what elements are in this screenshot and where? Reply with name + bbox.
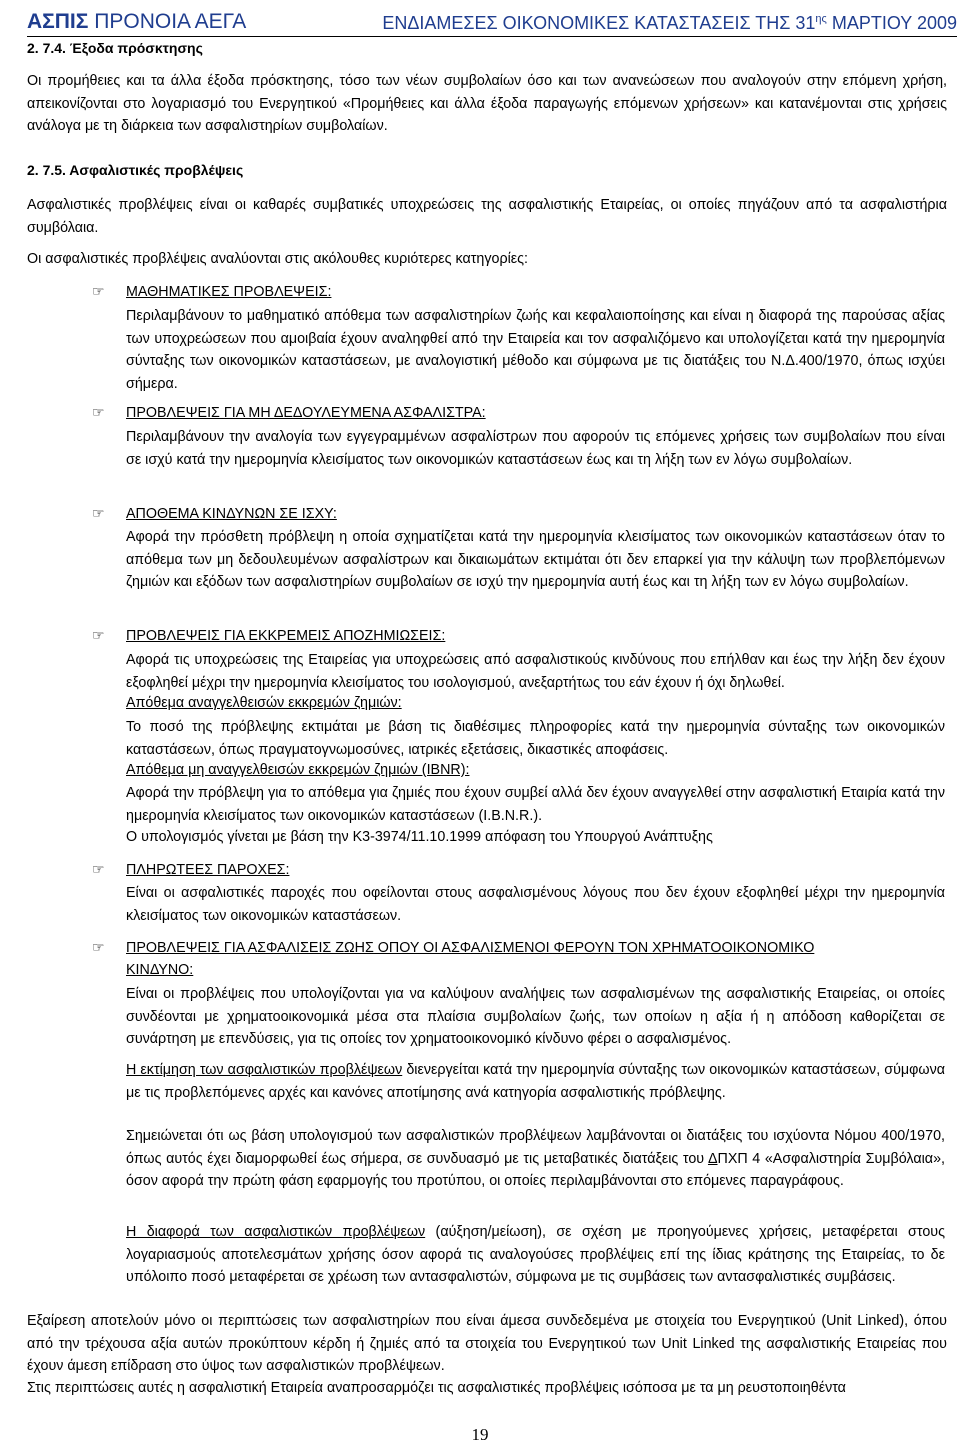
paragraph-provisions-intro: Οι ασφαλιστικές προβλέψεις αναλύονται στις ακόλουθες κυριότερες κατηγορίες: <box>27 251 529 267</box>
company-brand <box>27 10 246 34</box>
brand-rest: ΠΡΟΝΟΙΑ ΑΕΓΑ <box>94 10 247 33</box>
basis-text-underlined: Δ <box>707 1150 718 1167</box>
paragraph-provisions-estimation <box>126 1059 945 1104</box>
bullet-heading-text: ΚΙΝΔΥΝΟ: <box>126 962 194 978</box>
bullet-heading-unit-linked <box>126 940 814 956</box>
bullet-heading-text: ΠΡΟΒΛΕΨΕΙΣ ΓΙΑ ΜΗ ΔΕΔΟΥΛΕΥΜΕΝΑ ΑΣΦΑΛΙΣΤΡΑ: <box>126 405 486 421</box>
estimation-lead: Η εκτίμηση των ασφαλιστικών προβλέψεων <box>126 1062 403 1078</box>
hand-pointer-icon: ☞ <box>92 940 105 956</box>
paragraph-calculation-basis <box>126 1125 945 1193</box>
hand-pointer-icon: ☞ <box>92 862 105 878</box>
report-title-before: ΕΝΔΙΑΜΕΣΕΣ ΟΙΚΟΝΟΜΙΚΕΣ ΚΑΤΑΣΤΑΣΕΙΣ ΤΗΣ 31 <box>382 13 816 33</box>
bullet-heading-payable-benefits <box>126 862 289 878</box>
bullet-heading-text: ΜΑΘΗΜΑΤΙΚΕΣ ΠΡΟΒΛΕΨΕΙΣ: <box>126 284 332 300</box>
brand-bold: ΑΣΠΙΣ <box>27 10 89 33</box>
hand-pointer-icon: ☞ <box>92 506 105 522</box>
sub-heading-text: Απόθεμα αναγγελθεισών εκκρεμών ζημιών: <box>126 695 402 711</box>
bullet-text-unexpired-risk: Αφορά την πρόσθετη πρόβλεψη η οποία σχηματίζεται κατά την ημερομηνία κλεισίματος των οικονομικών καταστάσεων όταν το απόθεμα των μη δεδουλευμένων ασφαλίστρων και δικαιωμάτων εκτιμάται ότι δεν επαρκεί για την κάλυψη των προβλεπόμενων ζημιών και εξόδων των ασφαλιστηρίων συμβολαίων σε ισχύ την ημερομηνία αυτή έως και τη λήξη των εν λόγω συμβολαίων. <box>126 529 945 591</box>
paragraph-acquisition-costs: Οι προμήθειες και τα άλλα έξοδα πρόσκτησης, τόσο των νέων συμβολαίων όσο και των ανανεώσεων που αναλογούν στην επόμενη χρήση, απεικονίζονται στο λογαριασμό του Ενεργητικού «Προμήθειες και άλλα έξοδα παραγωγής επόμενων χρήσεων» και κατανέμονται στις χρήσεις ανάλογα με τη διάρκεια των ασφαλιστηρίων συμβολαίων. <box>27 73 947 135</box>
difference-lead: Η διαφορά των ασφαλιστικών προβλέψεων <box>126 1224 426 1240</box>
paragraph-provisions-difference <box>126 1221 945 1289</box>
page-header <box>27 6 957 37</box>
bullet-heading-outstanding-claims <box>126 628 445 644</box>
bullet-text-payable-benefits: Είναι οι ασφαλιστικές παροχές που οφείλονται στους ασφαλισμένους λόγους που δεν έχουν εξοφληθεί μέχρι την ημερομηνία κλεισίματος των οικονομικών καταστάσεων. <box>126 885 945 924</box>
bullet-text-mathematical: Περιλαμβάνουν το μαθηματικό απόθεμα των ασφαλιστηρίων ζωής και κεφαλαιοποίησης και είναι η διαφορά της παρούσας αξίας των υποχρεώσεων που αμοιβαία έχουν αναληφθεί από την Εταιρεία και τον ασφαλιζόμενο και υπολογίζεται κατά την ημερομηνία σύνταξης των οικονομικών καταστάσεων, με αναλογιστική μέθοδο και σύμφωνα με τις διατάξεις του Ν.Δ.400/1970, όπως ισχύει σήμερα. <box>126 308 945 392</box>
bullet-heading-mathematical <box>126 284 331 300</box>
bullet-text-outstanding-claims: Αφορά τις υποχρεώσεις της Εταιρείας για υποχρεώσεις από ασφαλιστικούς κινδύνους που επήλθαν και έως την λήξη δεν έχουν εξοφληθεί μέχρι την ημερομηνία κλεισίματος του ισολογισμού, ανεξαρτήτως του εάν έχουν ή όχι δηλωθεί. <box>126 652 945 691</box>
hand-pointer-icon: ☞ <box>92 405 105 421</box>
sub-heading-ibnr <box>126 762 469 778</box>
sub-text-ibnr: Αφορά την πρόβλεψη για το απόθεμα για ζημιές που έχουν συμβεί αλλά δεν έχουν αναγγελθεί στην ασφαλιστική Εταιρία κατά την ημερομηνία κλεισίματος των οικονομικών καταστάσεων (I.B.N.R.). <box>126 785 945 824</box>
bullet-heading-unearned <box>126 405 486 421</box>
difference-text: (αύξηση/μείωση), σε σχέση με προηγούμενες χρήσεις, μεταφέρεται στους λογαριασμούς αποτελεσμάτων χρήσης όσον αφορά τις αναλογούσες προβλέψεις επί της ίδιας κράτησης της Εταιρείας, το δε υπόλοιπο ποσό μεταφέρεται σε χρέωση των αντασφαλιστών, σύμφωνα με τις συμβάσεις των αντασφαλιστικές συμβάσεις. <box>126 1224 945 1286</box>
estimation-text: διενεργείται κατά την ημερομηνία σύνταξης των οικονομικών καταστάσεων, σύμφωνα με τις προβλεπόμενες αρχές και κανόνες αποτίμησης ανά κατηγορία ασφαλιστικής πρόβλεψης. <box>126 1062 945 1101</box>
sub-note-ibnr: Ο υπολογισμός γίνεται με βάση την Κ3-3974/11.10.1999 απόφαση του Υπουργού Ανάπτυξης <box>126 829 713 845</box>
page-number: 19 <box>471 1425 489 1444</box>
paragraph-provisions-definition: Ασφαλιστικές προβλέψεις είναι οι καθαρές συμβατικές υποχρεώσεις της ασφαλιστικής Εταιρείας, οι οποίες πηγάζουν από τα ασφαλιστήρια συμβόλαια. <box>27 197 947 236</box>
bullet-text-unearned: Περιλαμβάνουν την αναλογία των εγγεγραμμένων ασφαλίστρων που αφορούν τις επόμενες χρήσεις των συμβολαίων που είναι σε ισχύ κατά την ημερομηνία κλεισίματος των οικονομικών καταστάσεων έως και τη λήξη των εν λόγω συμβολαίων. <box>126 429 945 468</box>
bullet-heading-unit-linked-cont <box>126 962 193 978</box>
report-title-after: ΜΑΡΤΙΟΥ 2009 <box>826 13 957 33</box>
hand-pointer-icon: ☞ <box>92 628 105 644</box>
report-title-sup: ης <box>815 13 827 25</box>
paragraph-unit-linked-exception: Εξαίρεση αποτελούν μόνο οι περιπτώσεις των ασφαλιστηρίων που είναι άμεσα συνδεδεμένα με στοιχεία του Ενεργητικού (Unit Linked), όπου από την τρέχουσα αξία αυτών προκύπτουν κέρδη ή ζημιές από τα στοιχεία του Ενεργητικού των Unit Linked της ασφαλιστικής Εταιρείας που έχουν άμεση επίδραση στο ύψος των ασφαλιστικών προβλέψεων. <box>27 1313 947 1375</box>
sub-heading-text: Απόθεμα μη αναγγελθεισών εκκρεμών ζημιών (IBNR): <box>126 762 470 778</box>
bullet-heading-text: ΠΛΗΡΩΤΕΕΣ ΠΑΡΟΧΕΣ: <box>126 862 290 878</box>
report-title <box>382 13 957 34</box>
bullet-heading-unexpired-risk <box>126 506 337 522</box>
bullet-heading-text: ΠΡΟΒΛΕΨΕΙΣ ΓΙΑ ΕΚΚΡΕΜΕΙΣ ΑΠΟΖΗΜΙΩΣΕΙΣ: <box>126 628 446 644</box>
paragraph-unit-linked-adjustment: Στις περιπτώσεις αυτές η ασφαλιστική Εταιρεία αναπροσαρμόζει τις ασφαλιστικές προβλέψεις ισόποσα με τα μη ρευστοποιηθέντα <box>27 1380 846 1396</box>
section-heading-insurance-provisions: 2. 7.5. Ασφαλιστικές προβλέψεις <box>27 162 244 178</box>
basis-text-a: Σημειώνεται ότι ως βάση υπολογισμού των ασφαλιστικών προβλέψεων λαμβάνονται οι διατάξεις του ισχύοντα Νόμου 400/1970, όπως αυτός έχει διαμορφωθεί έως σήμερα, σε συνδυασμό με τις μεταβατικές διατάξεις του <box>126 1128 945 1167</box>
bullet-text-unit-linked: Είναι οι προβλέψεις που υπολογίζονται για να καλύψουν αναλήψεις των ασφαλισμένων της ασφαλιστικής Εταιρείας, οι οποίες συνδέονται με χρηματοοικονομικά μέσα στα πλαίσια συμβολαίων ζωής, των οποίων η αξία ή η απόδοση καθορίζεται σε συνάρτηση με επενδύσεις, για τις οποίες τον χρηματοοικονομικό κίνδυνο φέρει ο ασφαλισμένος. <box>126 986 945 1048</box>
basis-text-b: ΠΧΠ 4 «Ασφαλιστηρία Συμβόλαια», όσον αφορά την πρώτη φάση εφαρμογής του προτύπου, οι οποίες περιλαμβάνονται στο επόμενες παραγράφους. <box>126 1150 945 1190</box>
hand-pointer-icon: ☞ <box>92 284 105 300</box>
sub-heading-reported-claims <box>126 695 402 711</box>
bullet-heading-text: ΠΡΟΒΛΕΨΕΙΣ ΓΙΑ ΑΣΦΑΛΙΣΕΙΣ ΖΩΗΣ ΟΠΟΥ ΟΙ ΑΣΦΑΛΙΣΜΕΝΟΙ ΦΕΡΟΥΝ ΤΟΝ ΧΡΗΜΑΤΟΟΙΚΟΝΟΜΙΚΟ <box>126 940 815 956</box>
section-heading-acquisition-costs: 2. 7.4. Έξοδα πρόσκτησης <box>27 40 203 56</box>
bullet-heading-text: ΑΠΟΘΕΜΑ ΚΙΝΔΥΝΩΝ ΣΕ ΙΣΧΥ: <box>126 506 337 522</box>
sub-text-reported-claims: Το ποσό της πρόβλεψης εκτιμάται με βάση τις διαθέσιμες πληροφορίες κατά την ημερομηνία σύνταξης των οικονομικών καταστάσεων, όπως πραγματογνωμοσύνες, ιατρικές εξετάσεις, δικαστικές αποφάσεις. <box>126 719 945 758</box>
